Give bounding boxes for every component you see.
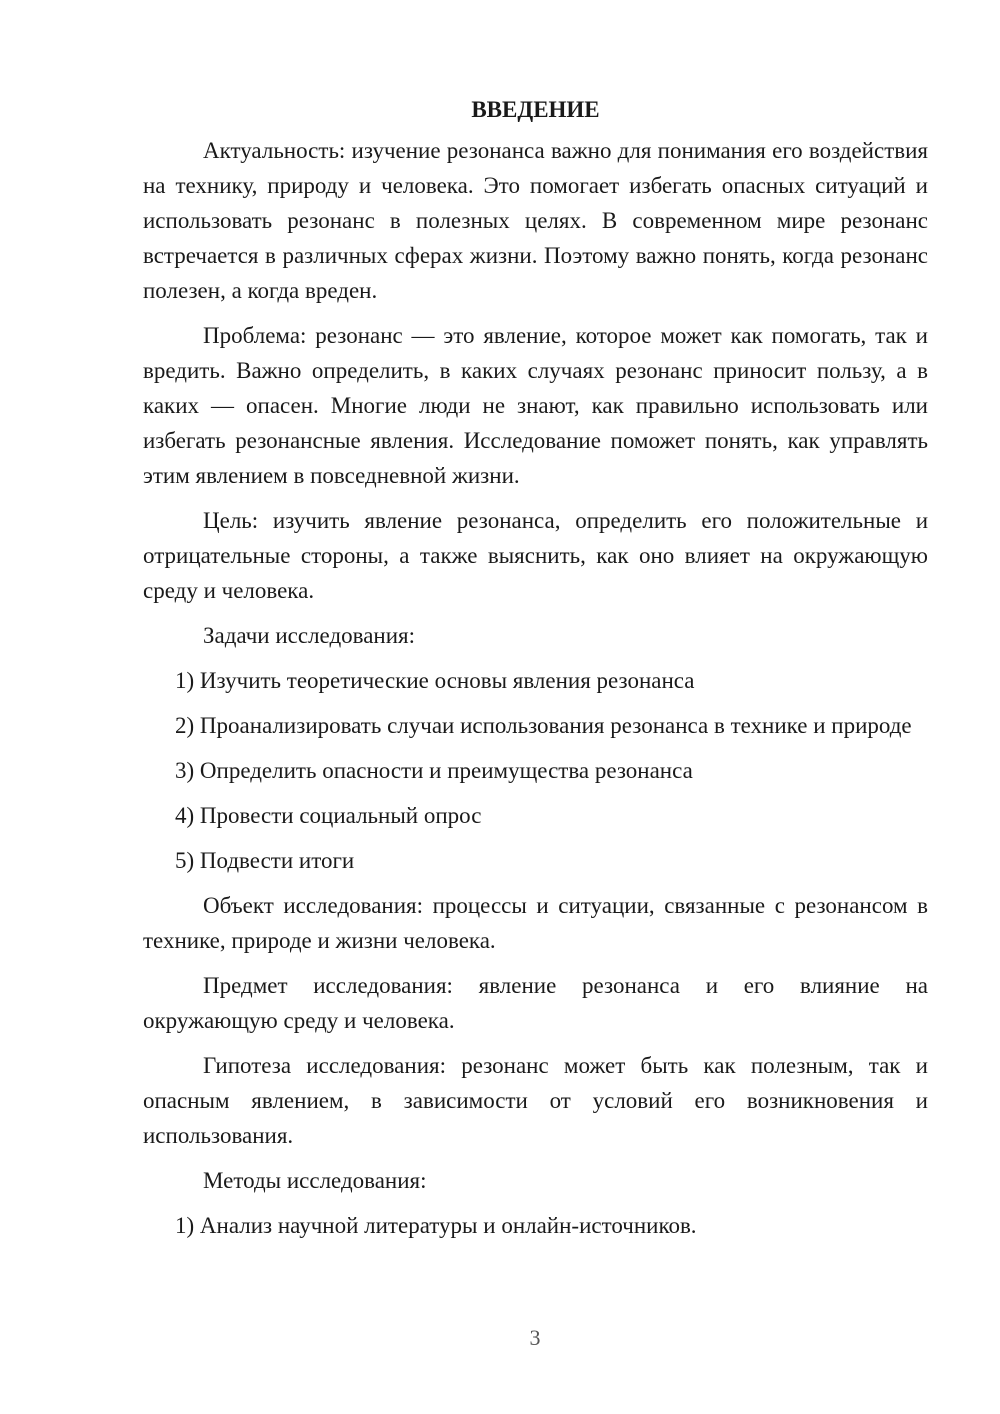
section-title: ВВЕДЕНИЕ xyxy=(471,97,600,122)
task-item-5: 5) Подвести итоги xyxy=(175,848,355,873)
task-item-3: 3) Определить опасности и преимущества резонанса xyxy=(175,758,693,783)
goal-paragraph: Цель: изучить явление резонанса, определить его положительные и отрицательные стороны, а также выяснить, как оно влияет на окружающую среду и человека. xyxy=(143,508,928,603)
subject-paragraph: Предмет исследования: явление резонанса и его влияние на окружающую среду и человека. xyxy=(143,973,928,1033)
task-item-2: 2) Проанализировать случаи использования резонанса в технике и природе xyxy=(175,713,912,738)
task-item-4: 4) Провести социальный опрос xyxy=(175,803,482,828)
hypothesis-paragraph: Гипотеза исследования: резонанс может быть как полезным, так и опасным явлением, в зависимости от условий его возникновения и использования. xyxy=(143,1053,928,1148)
object-paragraph: Объект исследования: процессы и ситуации, связанные с резонансом в технике, природе и жизни человека. xyxy=(143,893,928,953)
methods-heading: Методы исследования: xyxy=(203,1168,427,1193)
problem-paragraph: Проблема: резонанс — это явление, которое может как помогать, так и вредить. Важно определить, в каких случаях резонанс приносит пользу, а в каких — опасен. Многие люди не знают, как правильно использовать или избегать резонансные явления. Исследование поможет понять, как управлять этим явлением в повседневной жизни. xyxy=(143,323,928,488)
document-page xyxy=(143,92,928,1253)
method-item-1: 1) Анализ научной литературы и онлайн-источников. xyxy=(175,1213,697,1238)
page-number: 3 xyxy=(529,1325,541,1350)
task-item-1: 1) Изучить теоретические основы явления резонанса xyxy=(175,668,695,693)
tasks-heading: Задачи исследования: xyxy=(203,623,416,648)
relevance-paragraph: Актуальность: изучение резонанса важно для понимания его воздействия на технику, природу и человека. Это помогает избегать опасных ситуаций и использовать резонанс в полезных целях. В современном мире резонанс встречается в различных сферах жизни. Поэтому важно понять, когда резонанс полезен, а когда вреден. xyxy=(143,138,928,303)
